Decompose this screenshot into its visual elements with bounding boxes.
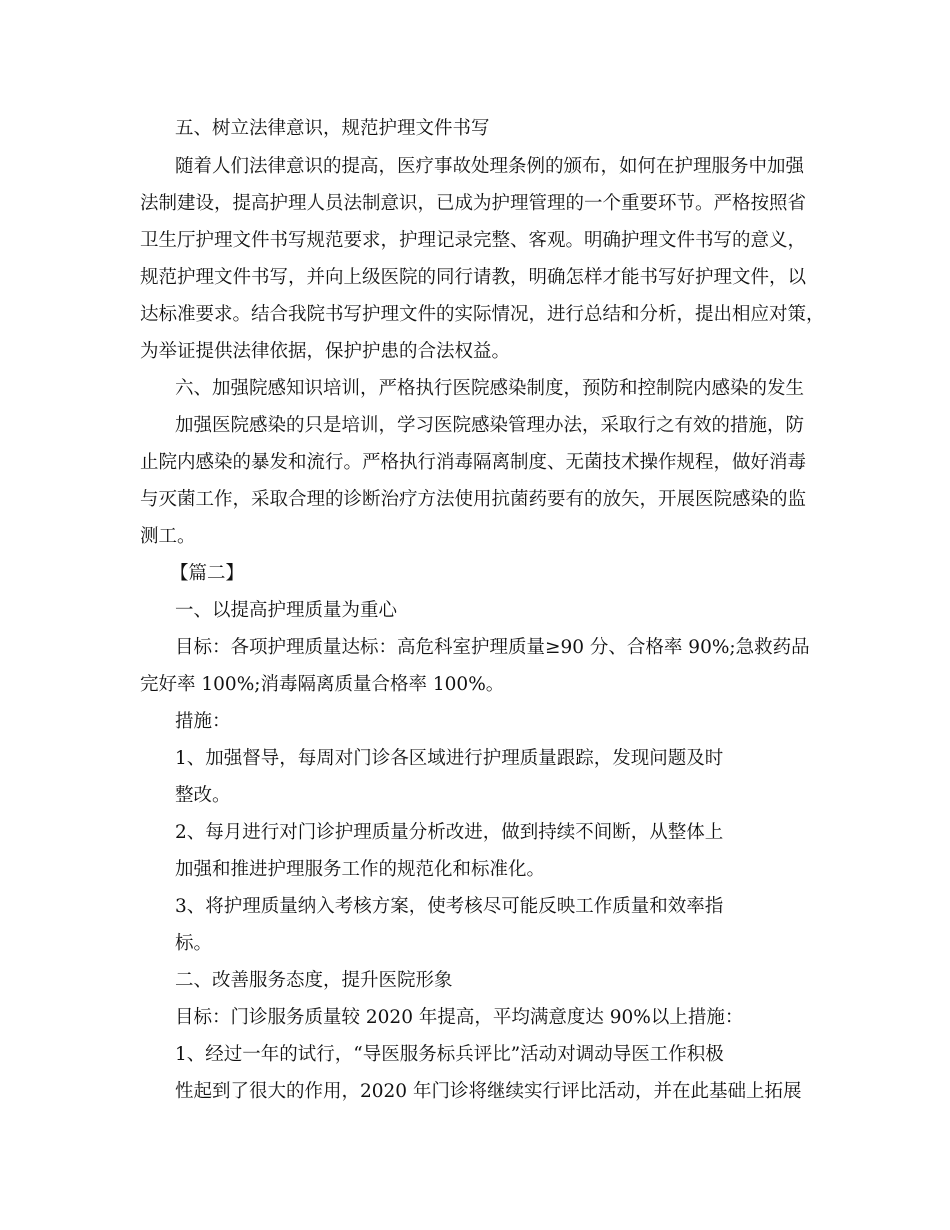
paragraph-line: 止院内感染的暴发和流行。严格执行消毒隔离制度、无菌技术操作规程，做好消毒 bbox=[140, 452, 807, 473]
paragraph-line: 措施： bbox=[175, 711, 231, 732]
list-item-continuation: 性起到了很大的作用，2020 年门诊将继续实行评比活动，并在此基础上拓展 bbox=[175, 1081, 802, 1102]
section-heading: 二、改善服务态度，提升医院形象 bbox=[175, 970, 453, 991]
list-item-continuation: 加强和推进护理服务工作的规范化和标准化。 bbox=[175, 859, 546, 880]
list-item: 2、每月进行对门诊护理质量分析改进，做到持续不间断，从整体上 bbox=[175, 822, 724, 843]
paragraph-line: 加强医院感染的只是培训，学习医院感染管理办法，采取行之有效的措施，防 bbox=[175, 415, 805, 436]
list-item: 1、加强督导，每周对门诊各区域进行护理质量跟踪，发现问题及时 bbox=[175, 748, 724, 769]
list-item-continuation: 标。 bbox=[175, 933, 213, 954]
paragraph-line: 达标准要求。结合我院书写护理文件的实际情况，进行总结和分析，提出相应对策， bbox=[140, 304, 825, 325]
list-item: 1、经过一年的试行，“导医服务标兵评比”活动对调动导医工作积极 bbox=[175, 1044, 724, 1065]
list-item-continuation: 整改。 bbox=[175, 785, 231, 806]
paragraph-line: 目标：各项护理质量达标：高危科室护理质量≥90 分、合格率 90%;急救药品 bbox=[175, 637, 810, 658]
paragraph-line: 与灭菌工作，采取合理的诊断治疗方法使用抗菌药要有的放矢，开展医院感染的监 bbox=[140, 489, 807, 510]
paragraph-line: 规范护理文件书写，并向上级医院的同行请教，明确怎样才能书写好护理文件，以 bbox=[140, 267, 807, 288]
section-heading: 六、加强院感知识培训，严格执行医院感染制度，预防和控制院内感染的发生 bbox=[175, 378, 805, 399]
list-item: 3、将护理质量纳入考核方案，使考核尽可能反映工作质量和效率指 bbox=[175, 896, 724, 917]
section-heading: 一、以提高护理质量为重心 bbox=[175, 600, 398, 621]
section-heading: 五、树立法律意识，规范护理文件书写 bbox=[175, 118, 490, 139]
paragraph-line: 目标：门诊服务质量较 2020 年提高，平均满意度达 90%以上措施： bbox=[175, 1007, 744, 1028]
paragraph-line: 完好率 100%;消毒隔离质量合格率 100%。 bbox=[140, 674, 505, 695]
paragraph-line: 卫生厅护理文件书写规范要求，护理记录完整、客观。明确护理文件书写的意义， bbox=[140, 230, 807, 251]
paragraph-line: 测工。 bbox=[140, 526, 196, 547]
paragraph-line: 法制建设，提高护理人员法制意识，已成为护理管理的一个重要环节。严格按照省 bbox=[140, 193, 807, 214]
part-heading: 【篇二】 bbox=[170, 563, 245, 584]
paragraph-line: 随着人们法律意识的提高，医疗事故处理条例的颁布，如何在护理服务中加强 bbox=[175, 156, 805, 177]
paragraph-line: 为举证提供法律依据，保护护患的合法权益。 bbox=[140, 341, 511, 362]
